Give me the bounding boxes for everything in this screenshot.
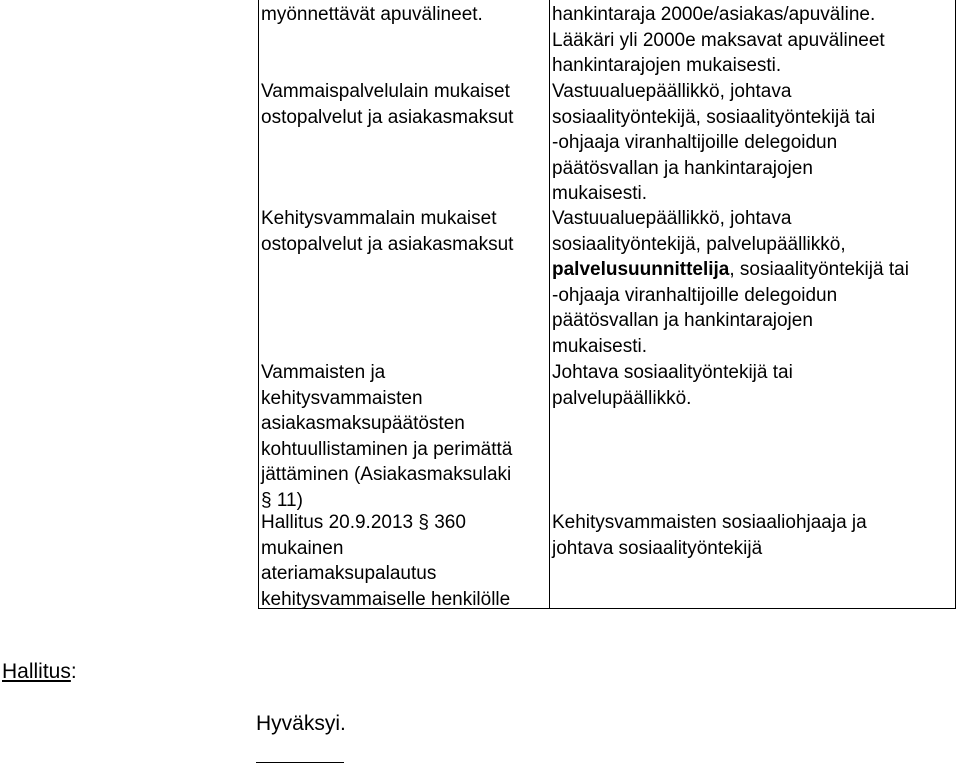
cell-text: kehitysvammaiselle henkilölle bbox=[261, 588, 511, 610]
cell-text: sosiaalityöntekijä, palvelupäällikkö, bbox=[552, 233, 846, 255]
cell-text: Johtava sosiaalityöntekijä tai bbox=[552, 362, 793, 383]
cell-text: jättäminen (Asiakasmaksulaki bbox=[261, 464, 512, 486]
cell-text: , sosiaalityöntekijä tai bbox=[729, 259, 909, 281]
cell-text: Kehitysvammalain mukaiset bbox=[261, 208, 497, 229]
column-divider bbox=[549, 0, 550, 608]
cell-text: ostopalvelut ja asiakasmaksut bbox=[261, 106, 514, 128]
delegation-table bbox=[258, 0, 956, 609]
cell-text: Vammaisten ja bbox=[261, 362, 386, 383]
hallitus-label: Hallitus bbox=[2, 660, 71, 683]
cell-text: Vastuualuepäällikkö, johtava bbox=[552, 208, 792, 229]
cell-text: asiakasmaksupäätösten bbox=[261, 413, 465, 435]
cell-text: palvelupäällikkö. bbox=[552, 387, 692, 409]
cell-text: mukainen bbox=[261, 537, 344, 559]
cell-text: hankintaraja 2000e/asiakas/apuväline. bbox=[552, 4, 876, 25]
table-row-2-left bbox=[261, 79, 513, 130]
table-row-4-right bbox=[552, 360, 793, 411]
cell-text: päätösvallan ja hankintarajojen bbox=[552, 310, 813, 332]
cell-text: kehitysvammaisten bbox=[261, 387, 423, 409]
cell-text: Vammaispalvelulain mukaiset bbox=[261, 81, 510, 102]
table-row-3-left bbox=[261, 206, 513, 257]
cell-text: kohtuullistaminen ja perimättä bbox=[261, 438, 513, 460]
cell-text: päätösvallan ja hankintarajojen bbox=[552, 157, 813, 179]
cell-text: johtava sosiaalityöntekijä bbox=[552, 537, 763, 559]
table-row-5-right bbox=[552, 510, 867, 561]
table-row-1-left bbox=[261, 2, 483, 28]
cell-text-mixed bbox=[552, 257, 909, 283]
cell-text: Kehitysvammaisten sosiaaliohjaaja ja bbox=[552, 512, 867, 533]
table-row-4-left bbox=[261, 360, 512, 514]
cell-text: myönnettävät apuvälineet. bbox=[261, 4, 483, 25]
cell-text: -ohjaaja viranhaltijoille delegoidun bbox=[552, 132, 838, 154]
cell-text: § 11) bbox=[261, 489, 303, 511]
cell-text: Vastuualuepäällikkö, johtava bbox=[552, 81, 792, 102]
table-row-2-right bbox=[552, 79, 875, 207]
decision-text: Hyväksyi. bbox=[256, 712, 346, 735]
label-colon: : bbox=[70, 660, 77, 683]
cell-text: ateriamaksupalautus bbox=[261, 563, 437, 585]
signature-line bbox=[256, 762, 344, 763]
cell-text: hankintarajojen mukaisesti. bbox=[552, 55, 782, 77]
table-row-1-right bbox=[552, 2, 885, 79]
decision-body-label bbox=[2, 659, 77, 685]
cell-text: Hallitus 20.9.2013 § 360 bbox=[261, 512, 466, 533]
cell-text: mukaisesti. bbox=[552, 335, 648, 357]
cell-text: sosiaalityöntekijä, sosiaalityöntekijä tai bbox=[552, 106, 876, 128]
cell-text: ostopalvelut ja asiakasmaksut bbox=[261, 233, 514, 255]
table-row-5-left bbox=[261, 510, 510, 612]
cell-text: mukaisesti. bbox=[552, 183, 648, 205]
cell-text: Lääkäri yli 2000e maksavat apuvälineet bbox=[552, 29, 885, 51]
cell-text: -ohjaaja viranhaltijoille delegoidun bbox=[552, 284, 838, 306]
table-row-3-right bbox=[552, 206, 909, 360]
bold-term: palvelusuunnittelija bbox=[552, 259, 730, 281]
